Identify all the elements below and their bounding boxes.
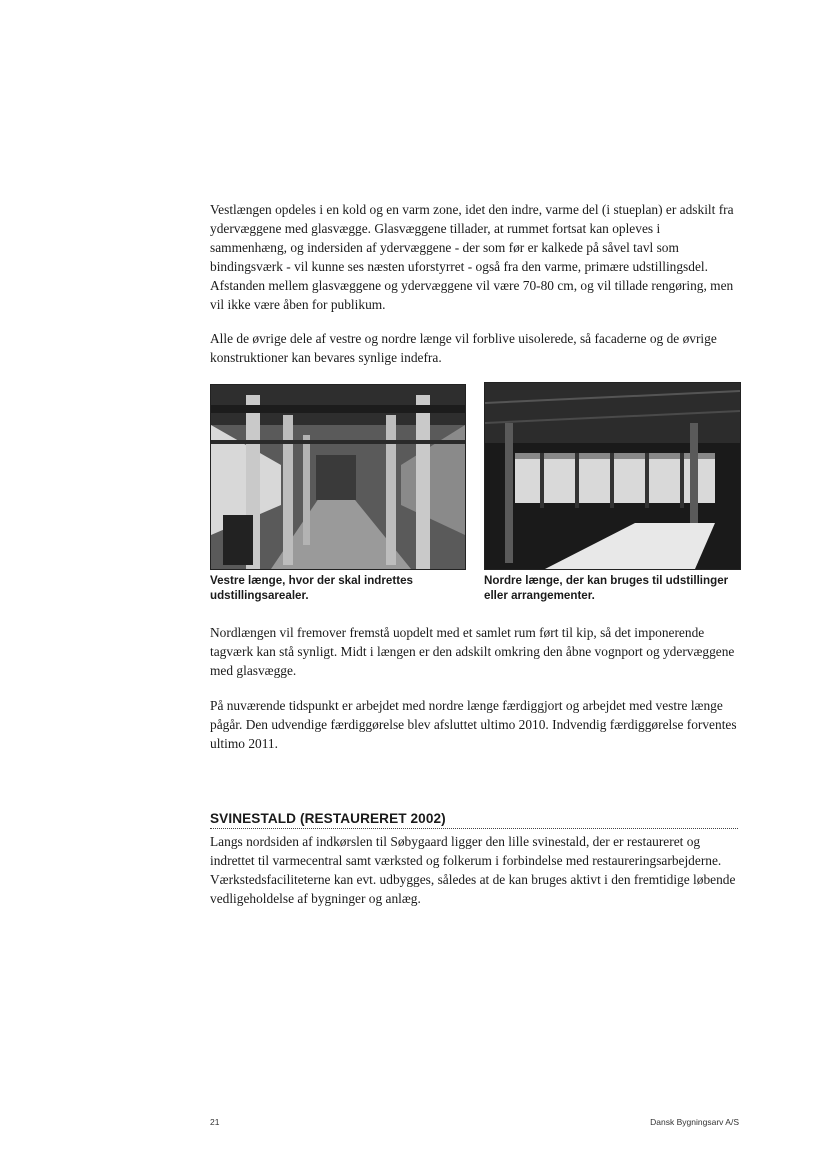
body-paragraph-uisolerede: Alle de øvrige dele af vestre og nordre længe vil forblive uisolerede, så facaderne og de øvrige konstruktioner kan bevares synlige indefra. [210, 331, 717, 365]
photo-caption-nordre: Nordre længe, der kan bruges til udstillinger eller arrangementer. [484, 574, 729, 602]
photo-nordre-laenge [484, 382, 741, 570]
page-number: 21 [210, 1117, 220, 1127]
photo-caption-vestre: Vestre længe, hvor der skal indrettes udstillingsarealer. [210, 574, 413, 602]
body-paragraph-svinestald: Langs nordsiden af indkørslen til Søbygaard ligger den lille svinestald, der er restaureret og indrettet til varmecentral samt værksted og folkerum i forbindelse med restaureringsarbejderne. Værkstedsfaciliteterne kan evt. udbygges, således at de kan bruges aktivt i den fremtidige løbende vedligeholdelse af bygninger og anlæg. [210, 834, 736, 906]
footer-publisher: Dansk Bygningsarv A/S [650, 1117, 739, 1127]
body-paragraph-status: På nuværende tidspunkt er arbejdet med nordre længe færdiggjort og arbejdet med vestre længe pågår. Den udvendige færdiggørelse blev afsluttet ultimo 2010. Indvendig færdiggørelse forventes ultimo 2011. [210, 698, 737, 751]
body-paragraph-vestlaengen: Vestlængen opdeles i en kold og en varm zone, idet den indre, varme del (i stueplan) er adskilt fra ydervæggene med glasvægge. Glasvæggene tillader, at rummet fortsat kan opleves i sammenhæng, og indersiden af ydervæggene - der som før er kalkede på såvel tavl som bindingsværk - vil kunne ses næsten uforstyrret - også fra den varme, primære udstillingsdel. Afstanden mellem glasvæggene og ydervæggene vil være 70-80 cm, og vil tillade rengøring, men vil ikke være åben for publikum. [210, 202, 734, 312]
body-paragraph-nordlaengen: Nordlængen vil fremover fremstå uopdelt med et samlet rum ført til kip, så det imponerende tagværk kan stå synligt. Midt i længen er den adskilt omkring den åbne vognport og ydervæggene med glasvægge. [210, 625, 735, 678]
heading-divider [210, 828, 738, 829]
photo-vestre-laenge [210, 384, 466, 570]
section-heading: SVINESTALD (RESTAURERET 2002) [210, 811, 446, 826]
